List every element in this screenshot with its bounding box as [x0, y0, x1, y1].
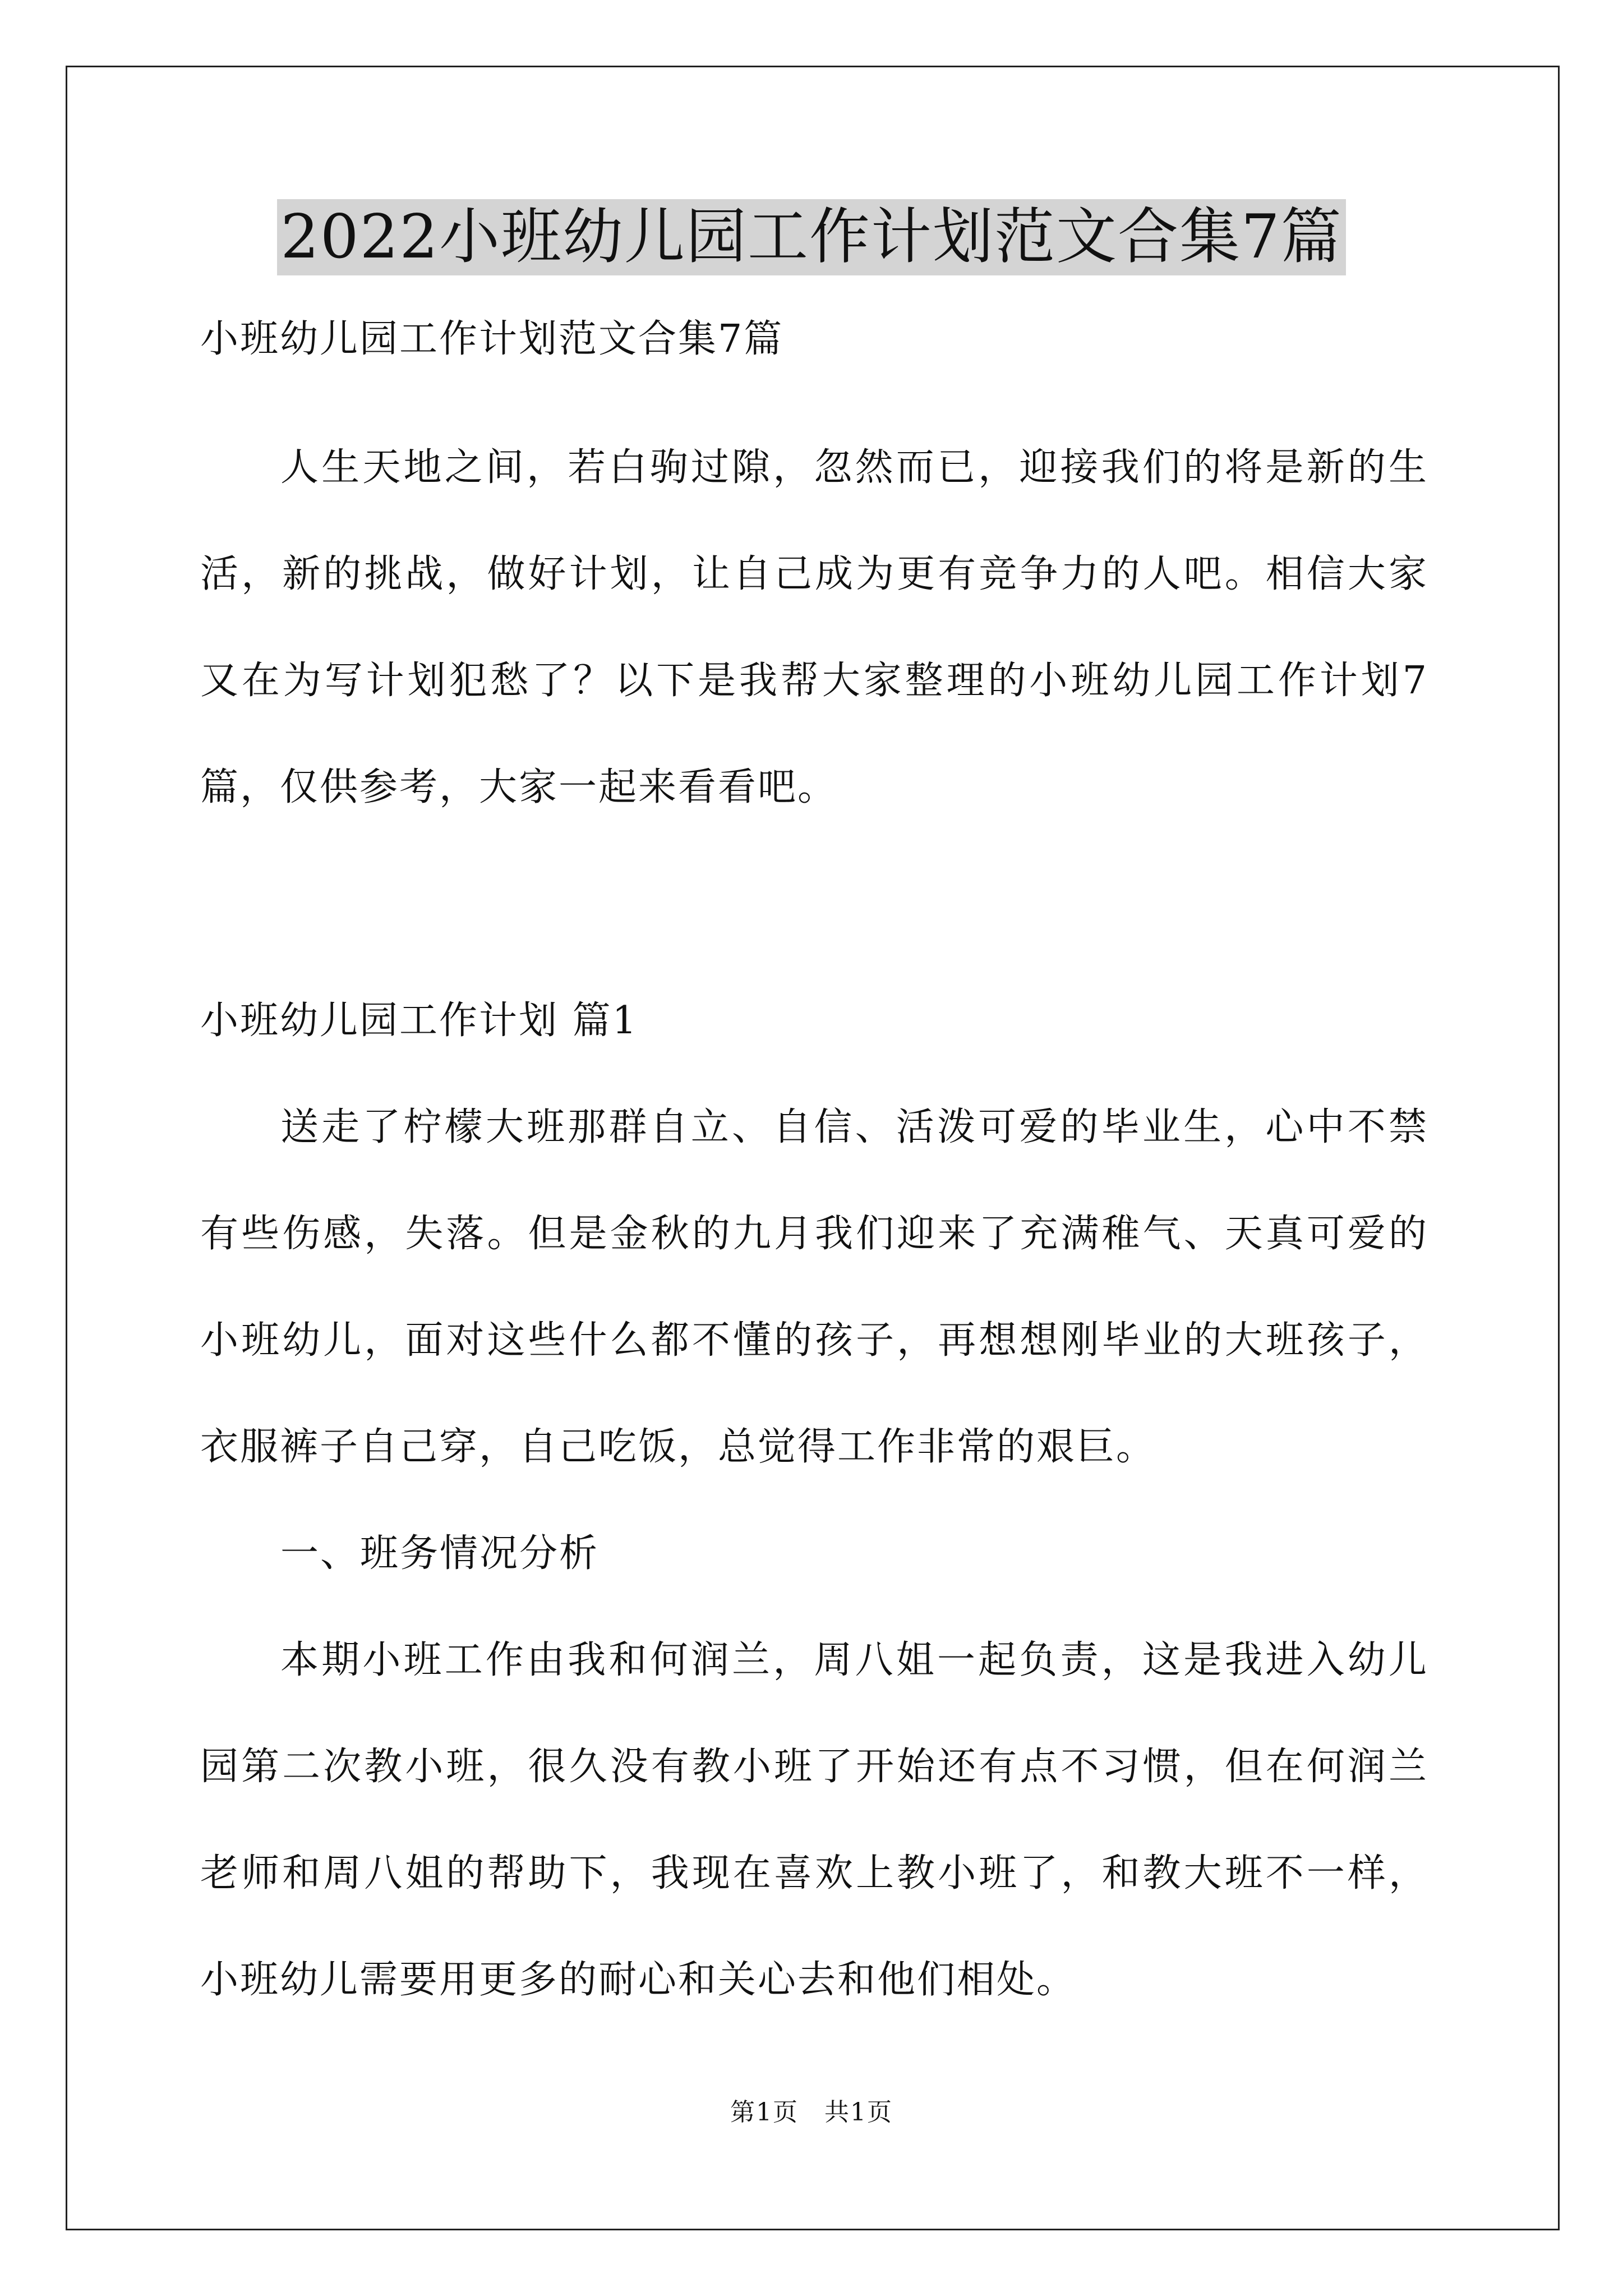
section1-para1-line-1: 送走了柠檬大班那群自立、自信、活泼可爱的毕业生，心中不禁 [280, 1105, 1428, 1149]
section1-para1-line-3: 小班幼儿，面对这些什么都不懂的孩子，再想想刚毕业的大班孩子， [200, 1318, 1428, 1363]
section1-para1-line-4: 衣服裤子自己穿，自己吃饭，总觉得工作非常的艰巨。 [200, 1425, 1156, 1469]
section1-para2-line-3: 老师和周八姐的帮助下，我现在喜欢上教小班了，和教大班不一样， [200, 1851, 1428, 1895]
intro-line-4: 篇，仅供参考，大家一起来看看吧。 [200, 765, 838, 809]
document-title: 2022小班幼儿园工作计划范文合集7篇 [277, 199, 1346, 275]
page-footer: 第1页 共1页 [730, 2098, 893, 2127]
section1-para2-line-4: 小班幼儿需要用更多的耐心和关心去和他们相处。 [200, 1958, 1077, 2002]
section1-para2-line-1: 本期小班工作由我和何润兰，周八姐一起负责，这是我进入幼儿 [280, 1638, 1428, 1682]
intro-line-2: 活，新的挑战，做好计划，让自己成为更有竞争力的人吧。相信大家 [200, 552, 1428, 596]
intro-line-3: 又在为写计划犯愁了？以下是我帮大家整理的小班幼儿园工作计划7 [200, 659, 1428, 703]
document-subtitle: 小班幼儿园工作计划范文合集7篇 [200, 317, 784, 361]
section-heading: 小班幼儿园工作计划 篇1 [200, 999, 638, 1043]
subheading: 一、班务情况分析 [280, 1531, 600, 1576]
intro-line-1: 人生天地之间，若白驹过隙，忽然而已，迎接我们的将是新的生 [280, 445, 1428, 490]
title-container [0, 199, 1623, 275]
section1-para2-line-2: 园第二次教小班，很久没有教小班了开始还有点不习惯，但在何润兰 [200, 1745, 1428, 1789]
section1-para1-line-2: 有些伤感，失落。但是金秋的九月我们迎来了充满稚气、天真可爱的 [200, 1212, 1428, 1256]
